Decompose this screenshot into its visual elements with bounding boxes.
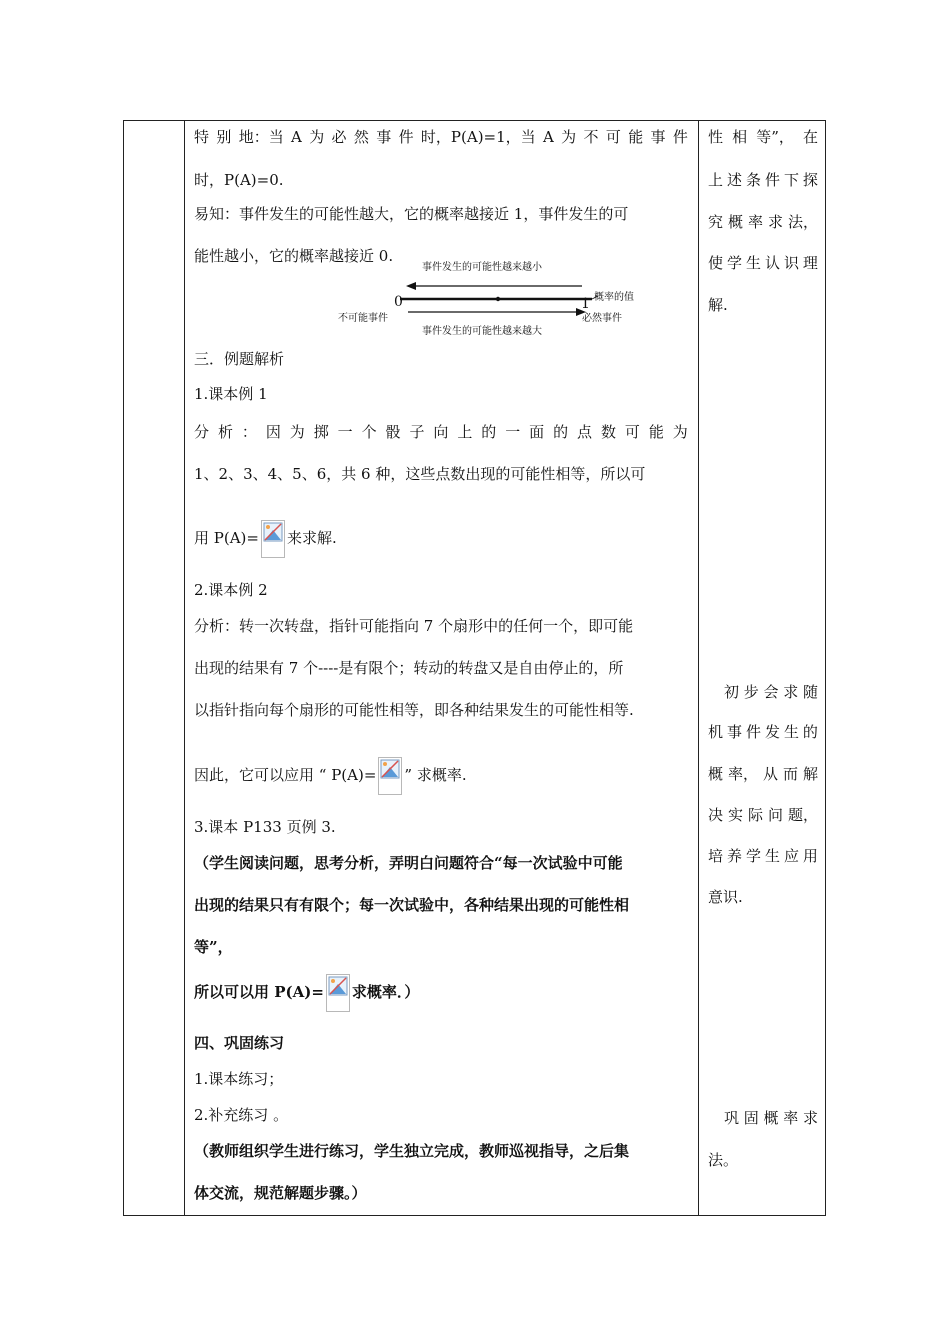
text-chunk: 巩: [724, 1109, 740, 1127]
example2-title: 2.课本例 2: [194, 581, 268, 599]
text-chunk: 下: [783, 171, 799, 189]
text-chunk: 子: [409, 423, 425, 441]
text-chunk: 题，: [787, 806, 818, 824]
note1-line3: [708, 212, 818, 232]
arrow-left-head: [406, 282, 416, 290]
text-chunk: 数: [600, 423, 616, 441]
text-chunk: 事: [650, 128, 666, 146]
note2-line4: [708, 805, 818, 825]
text-chunk: 等”，: [756, 128, 794, 146]
text-chunk: 性: [708, 128, 724, 146]
para2-line2: 能性越小，它的概率越接近 0.: [194, 247, 394, 265]
note2-line5: [708, 846, 818, 866]
text-chunk: 概: [763, 1109, 779, 1127]
midpoint-marker: [496, 297, 500, 301]
column-divider-1: [184, 120, 185, 1216]
text-chunk: 可: [624, 423, 640, 441]
text-chunk: 究: [708, 213, 724, 231]
text-chunk: 相: [732, 128, 748, 146]
text-chunk: 事: [726, 723, 742, 741]
text-chunk: 求: [767, 213, 783, 231]
text-chunk: 点: [577, 423, 593, 441]
example2-line1: 分析：转一次转盘，指针可能指向 7 个扇形中的任何一个，即可能: [194, 617, 634, 635]
formula-image-icon: [261, 520, 285, 558]
text-chunk: 事: [376, 128, 392, 146]
text-chunk: 件: [745, 723, 761, 741]
text-chunk: 用: [802, 847, 818, 865]
text-chunk: 一: [505, 423, 521, 441]
certain-event-label: 必然事件: [582, 313, 622, 324]
text-chunk: 必: [331, 128, 347, 146]
example2-line3: 以指针指向每个扇形的可能性相等，即各种结果发生的可能性相等.: [194, 701, 634, 719]
text-chunk: 为: [309, 128, 325, 146]
para1-line2: 时，P(A)=0.: [194, 171, 284, 189]
text-chunk: 固: [743, 1109, 759, 1127]
text-chunk: 识: [783, 254, 799, 272]
text-chunk: 上: [708, 171, 724, 189]
text-chunk: A: [291, 128, 302, 146]
note1-line1: [708, 127, 818, 147]
example2-line2: 出现的结果有 7 个----是有限个；转动的转盘又是自由停止的，所: [194, 659, 624, 677]
text-chunk: 探: [802, 171, 818, 189]
text-chunk: 能: [628, 128, 644, 146]
text-chunk: 学: [745, 847, 761, 865]
note1-line5: 解.: [708, 296, 728, 314]
text-chunk: 的: [481, 423, 497, 441]
text-chunk: 件: [764, 171, 780, 189]
text-chunk: 然: [353, 128, 369, 146]
text-chunk: 法，: [787, 213, 818, 231]
text-chunk: 不: [583, 128, 599, 146]
formula-suffix: ” 求概率.: [404, 766, 467, 784]
text-chunk: 随: [802, 683, 818, 701]
column-divider-2: [698, 120, 699, 1216]
note2-line6: 意识.: [708, 888, 743, 906]
text-chunk: 述: [726, 171, 742, 189]
example1-analysis-line1: [194, 422, 688, 442]
text-chunk: 件: [672, 128, 688, 146]
text-chunk: 生: [783, 723, 799, 741]
section3-title: 三．例题解析: [194, 350, 285, 368]
note1-line2: [708, 170, 818, 190]
text-chunk: 培: [708, 847, 724, 865]
note2-line3: [708, 764, 818, 784]
text-chunk: 发: [764, 723, 780, 741]
text-chunk: 求: [783, 683, 799, 701]
text-chunk: 而: [782, 765, 798, 783]
formula-prefix: 因此，它可以应用 “ P(A)=: [194, 766, 377, 784]
example3-title: 3.课本 P133 页例 3.: [194, 818, 336, 836]
practice-note-line2: 体交流，规范解题步骤。）: [194, 1184, 367, 1202]
text-chunk: 地：当: [238, 128, 284, 146]
text-chunk: 别: [216, 128, 232, 146]
text-chunk: 生: [745, 254, 761, 272]
practice-item-2: 2.补充练习 。: [194, 1106, 289, 1124]
axis-one: 1: [581, 296, 590, 312]
para2-line1: 易知：事件发生的可能性越大，它的概率越接近 1，事件发生的可: [194, 205, 629, 223]
para1-line1: [194, 127, 688, 147]
impossible-event-label: 不可能事件: [338, 313, 388, 324]
text-chunk: 时，P(A)=1，当: [420, 128, 536, 146]
text-chunk: 概: [708, 765, 724, 783]
section4-title: 四、巩固练习: [194, 1034, 285, 1052]
text-chunk: 认: [764, 254, 780, 272]
text-chunk: 从: [762, 765, 778, 783]
note2-line2: [708, 722, 818, 742]
note3-line2: 法。: [708, 1151, 739, 1169]
text-chunk: 际: [747, 806, 763, 824]
example3-formula-line: [194, 972, 419, 1012]
text-chunk: 使: [708, 254, 724, 272]
text-chunk: 养: [726, 847, 742, 865]
text-chunk: 一: [337, 423, 353, 441]
probability-diagram: [330, 260, 660, 340]
text-chunk: 个: [361, 423, 377, 441]
text-chunk: 特: [194, 128, 210, 146]
text-chunk: 概: [727, 213, 743, 231]
text-chunk: 在: [802, 128, 818, 146]
example2-formula-line: [194, 755, 467, 795]
formula-prefix: 所以可以用 P(A)=: [194, 983, 324, 1001]
note2-line1: [724, 682, 818, 702]
text-chunk: 条: [745, 171, 761, 189]
text-chunk: 初: [724, 683, 740, 701]
text-chunk: 析: [217, 423, 233, 441]
text-chunk: 为: [289, 423, 305, 441]
text-chunk: 向: [433, 423, 449, 441]
diagram-bottom-label: 事件发生的可能性越来越大: [422, 326, 542, 337]
text-chunk: 掷: [313, 423, 329, 441]
example3-note-line3: 等”，: [194, 938, 233, 956]
text-chunk: 问: [767, 806, 783, 824]
example3-note-line1: （学生阅读问题，思考分析，弄明白问题符合“每一次试验中可能: [194, 854, 623, 872]
text-chunk: 率: [747, 213, 763, 231]
text-chunk: 为: [561, 128, 577, 146]
text-chunk: A: [543, 128, 554, 146]
text-chunk: 面: [529, 423, 545, 441]
text-chunk: 机: [708, 723, 724, 741]
text-chunk: 理: [802, 254, 818, 272]
value-label: 概率的值: [594, 292, 634, 303]
text-chunk: 件: [398, 128, 414, 146]
text-chunk: 上: [457, 423, 473, 441]
formula-suffix: 求概率．）: [351, 983, 420, 1001]
axis-zero: 0: [394, 294, 403, 310]
practice-note-line1: （教师组织学生进行练习，学生独立完成，教师巡视指导，之后集: [194, 1142, 630, 1160]
example3-note-line2: 出现的结果只有有限个；每一次试验中，各种结果出现的可能性相: [194, 896, 630, 914]
text-chunk: 求: [802, 1109, 818, 1127]
example1-formula-line: [194, 518, 337, 558]
text-chunk: 解: [802, 765, 818, 783]
text-chunk: 骰: [385, 423, 401, 441]
text-chunk: 可: [605, 128, 621, 146]
text-chunk: 的: [802, 723, 818, 741]
text-chunk: 应: [783, 847, 799, 865]
text-chunk: 步: [743, 683, 759, 701]
practice-item-1: 1.课本练习；: [194, 1070, 284, 1088]
text-chunk: 学: [726, 254, 742, 272]
text-chunk: 率，: [727, 765, 758, 783]
note3-line1: [724, 1108, 818, 1128]
text-chunk: 生: [764, 847, 780, 865]
formula-image-icon: [326, 974, 350, 1012]
example1-analysis-line2: 1、2、3、4、5、6，共 6 种，这些点数出现的可能性相等，所以可: [194, 465, 646, 483]
text-chunk: 率: [783, 1109, 799, 1127]
text-chunk: 会: [763, 683, 779, 701]
example1-title: 1.课本例 1: [194, 385, 268, 403]
text-chunk: ：: [241, 423, 257, 441]
text-chunk: 的: [553, 423, 569, 441]
text-chunk: 能: [648, 423, 664, 441]
formula-prefix: 用 P(A)=: [194, 529, 259, 547]
text-chunk: 为: [672, 423, 688, 441]
text-chunk: 决: [708, 806, 724, 824]
formula-image-icon: [378, 757, 402, 795]
text-chunk: 分: [194, 423, 210, 441]
note1-line4: [708, 253, 818, 273]
text-chunk: 因: [265, 423, 281, 441]
text-chunk: 实: [727, 806, 743, 824]
diagram-top-label: 事件发生的可能性越来越小: [422, 262, 542, 273]
formula-suffix: 来求解.: [286, 529, 337, 547]
